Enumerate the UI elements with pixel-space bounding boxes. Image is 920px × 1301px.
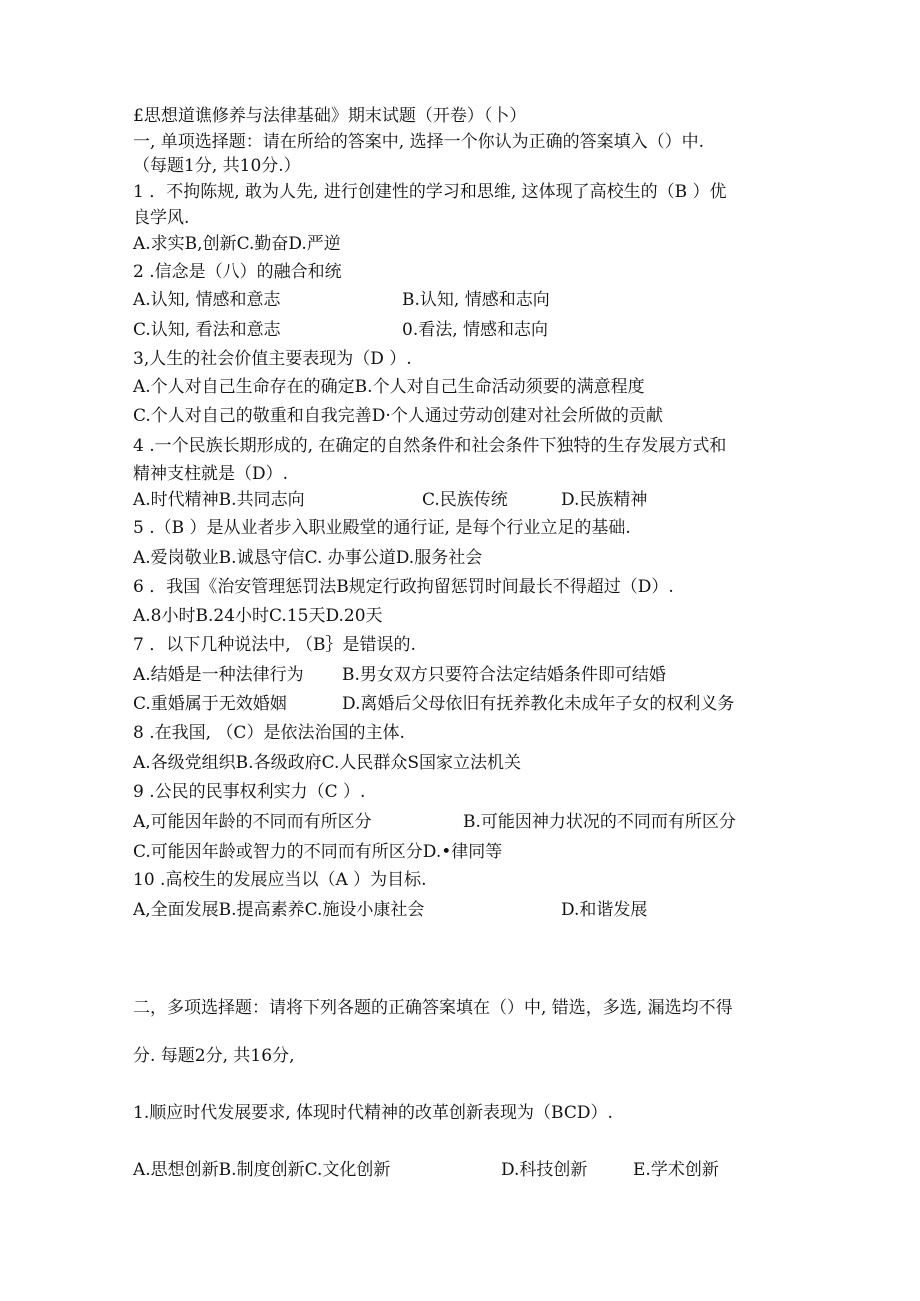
- q10-option-d: D.和谐发展: [561, 900, 648, 920]
- q1-options: A.求实B,创新C.勤奋D.严逆: [133, 234, 341, 254]
- s2-q1-options-abc: A.思想创新B.制度创新C.文化创新: [133, 1160, 391, 1180]
- q1-stem: 1 ．不拘陈规, 敢为人先, 进行创建性的学习和思维, 这体现了高校生的（B ）优: [133, 182, 727, 202]
- s2-q1-stem: 1.顺应时代发展要求, 体现时代精神的改革创新表现为（BCD）.: [133, 1103, 613, 1123]
- q3-stem: 3,人生的社会价值主要表现为（D ）.: [133, 349, 412, 369]
- q9-stem: 9 .公民的民事权利实力（C ）.: [133, 782, 366, 802]
- q7-option-b: B.男女双方只要符合法定结婚条件即可结婚: [342, 665, 666, 685]
- q7-option-d: D.离婚后父母依旧有抚养教化未成年子女的权利义务: [342, 694, 735, 714]
- q4-option-c: C.民族传统: [422, 490, 508, 510]
- section2-heading: 二，多项选择题：请将下列各题的正确答案填在（）中, 错选，多选, 漏选均不得: [133, 998, 733, 1018]
- q7-option-c: C.重婚属于无效婚姻: [133, 694, 287, 714]
- q6-stem: 6 ．我国《治安管理惩罚法B规定行政拘留惩罚时间最长不得超过（D）.: [133, 577, 674, 597]
- q4-options-ab: A.时代精神B.共同志向: [133, 490, 305, 510]
- q2-option-d: 0.看法, 情感和志向: [402, 320, 549, 340]
- q1-stem-cont: 良学风.: [133, 208, 190, 228]
- s2-q1-option-e: E.学术创新: [633, 1160, 719, 1180]
- q7-option-a: A.结婚是一种法律行为: [133, 665, 304, 685]
- q5-stem: 5 .（B ）是从业者步入职业殿堂的通行证, 是每个行业立足的基础.: [133, 518, 631, 538]
- q10-stem: 10 .高校生的发展应当以（A ）为目标.: [133, 870, 427, 890]
- q9-option-a: A,可能因年龄的不同而有所区分: [133, 812, 372, 832]
- section2-note: 分. 每题2分, 共16分,: [133, 1046, 295, 1066]
- q4-option-d: D.民族精神: [561, 490, 648, 510]
- q4-stem-cont: 精神支柱就是（D）.: [133, 464, 289, 484]
- q10-options-abc: A,全面发展B.提高素养C.施设小康社会: [133, 900, 425, 920]
- q3-options-1: A.个人对自己生命存在的确定B.个人对自己生命活动须要的满意程度: [133, 377, 645, 397]
- q4-stem: 4 .一个民族长期形成的, 在确定的自然条件和社会条件下独特的生存发展方式和: [133, 436, 727, 456]
- q3-options-2: C.个人对自己的敬重和自我完善D·个人通过劳动创建对社会所做的贡献: [133, 406, 663, 426]
- q6-options: A.8小时B.24小时C.15天D.20天: [133, 606, 383, 626]
- q2-option-b: B.认知, 情感和志向: [402, 290, 550, 310]
- q9-options-cd: C.可能因年龄或智力的不同而有所区分D.•律同等: [133, 842, 503, 862]
- s2-q1-option-d: D.科技创新: [501, 1160, 588, 1180]
- q7-stem: 7 ．以下几种说法中, （B｝是错误的.: [133, 635, 416, 655]
- q9-option-b: B.可能因神力状况的不同而有所区分: [463, 812, 736, 832]
- q2-stem: 2 .信念是（八）的融合和统: [133, 262, 342, 282]
- q2-option-c: C.认知, 看法和意志: [133, 320, 281, 340]
- q2-option-a: A.认知, 情感和意志: [133, 290, 281, 310]
- q8-stem: 8 .在我国, （C）是依法治国的主体.: [133, 723, 405, 743]
- exam-title: £思想道谯修养与法律基础》期末试题（开卷）（卜）: [133, 106, 527, 126]
- q8-options: A.各级党组织B.各级政府C.人民群众S国家立法机关: [133, 753, 522, 773]
- section1-note: （每题1分, 共10分.）: [133, 156, 301, 176]
- section1-heading: 一, 单项选择题：请在所给的答案中, 选择一个你认为正确的答案填入（）中.: [133, 132, 705, 152]
- q5-options: A.爱岗敬业B.诚恳守信C. 办事公道D.服务社会: [133, 548, 483, 568]
